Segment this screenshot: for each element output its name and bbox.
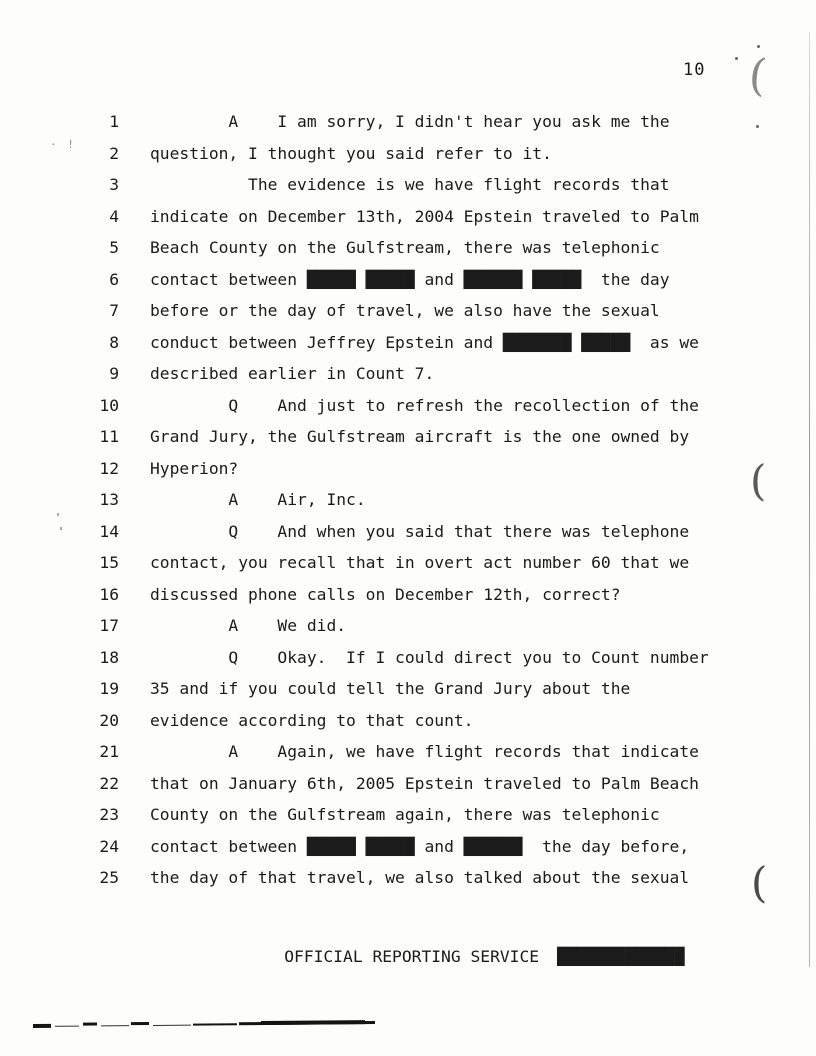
line-number: 11 [99,427,119,446]
transcript-line [0,390,816,422]
line-text: Grand Jury, the Gulfstream aircraft is the one owned by [150,427,690,446]
line-text: contact between █████ █████ and ██████ █████ the day [150,269,670,289]
transcript-line [0,421,816,453]
line-number: 25 [99,868,119,887]
scan-dot-artifact [757,45,760,48]
line-text: The evidence is we have flight records that [150,175,670,194]
page-number: 10 [683,60,706,80]
transcript-line [0,264,816,296]
line-number: 23 [99,805,119,824]
line-text: Q And just to refresh the recollection of the [150,395,699,415]
line-number: 5 [109,238,119,257]
footer-label: OFFICIAL REPORTING SERVICE [284,946,540,966]
transcript-line [0,673,816,705]
transcript-line [0,232,816,264]
line-number: 16 [99,584,119,604]
line-number: 12 [99,458,119,478]
transcript-body [0,106,816,894]
footer-redaction-bar: █████████████ [557,946,685,966]
scan-line-artifact [33,1017,375,1030]
scan-margin-mark: · ! [50,138,76,151]
line-number: 8 [109,332,119,352]
line-number: 20 [99,710,119,730]
line-text: before or the day of travel, we also have the sexual [150,301,660,320]
transcript-line [0,169,816,201]
line-text: conduct between Jeffrey Epstein and ███████ █████ as we [150,332,699,352]
line-number: 10 [99,395,119,415]
scan-line-segment [153,1025,191,1026]
footer [245,909,685,966]
line-number: 21 [99,742,119,761]
transcript-line [0,295,816,327]
line-text: A Air, Inc. [150,490,366,509]
scan-line-segment [55,1026,79,1027]
line-text: question, I thought you said refer to it. [150,143,552,163]
transcript-line [0,327,816,359]
transcript-line [0,484,816,516]
scan-line-segment [83,1022,97,1025]
line-text: Beach County on the Gulfstream, there was telephonic [150,238,660,257]
scan-dot-artifact [735,57,738,60]
line-number: 14 [99,521,119,541]
line-text: A I am sorry, I didn't hear you ask me the [150,112,670,131]
transcript-line [0,547,816,579]
line-number: 7 [109,301,119,320]
line-text: A We did. [150,616,347,635]
transcript-line [0,453,816,485]
line-text: contact between █████ █████ and ██████ the day before, [150,836,690,856]
transcript-line [0,138,816,170]
line-text: described earlier in Count 7. [150,364,435,383]
line-number: 19 [99,679,119,698]
line-number: 22 [99,773,119,793]
transcript-line [0,106,816,138]
transcript-line [0,736,816,768]
transcript-line [0,579,816,611]
transcript-line [0,642,816,674]
line-text: Q Okay. If I could direct you to Count number [150,647,709,667]
scan-paren-mark-bottom-icon: ( [751,858,768,907]
line-number: 13 [99,490,119,509]
transcript-line [0,705,816,737]
line-text: A Again, we have flight records that indicate [150,742,699,761]
line-text: discussed phone calls on December 12th, correct? [150,584,621,604]
line-number: 2 [109,143,119,163]
line-number: 17 [99,616,119,635]
line-number: 3 [109,175,119,194]
scan-line-segment [101,1025,129,1026]
line-text: County on the Gulfstream again, there was telephonic [150,805,660,824]
line-text: Hyperion? [150,458,239,478]
transcript-line [0,831,816,863]
scan-line-segment [261,1020,365,1025]
line-text: contact, you recall that in overt act number 60 that we [150,553,690,572]
transcript-line [0,610,816,642]
line-number: 24 [99,836,119,856]
scan-line-segment [193,1023,237,1025]
transcript-line [0,768,816,800]
transcript-line [0,516,816,548]
line-text: 35 and if you could tell the Grand Jury about the [150,679,631,698]
line-number: 9 [109,364,119,383]
transcript-line [0,201,816,233]
line-number: 6 [109,269,119,289]
scan-line-segment [239,1021,375,1025]
line-number: 18 [99,647,119,667]
transcript-line [0,358,816,390]
line-text: indicate on December 13th, 2004 Epstein traveled to Palm [150,206,699,226]
line-text: the day of that travel, we also talked about the sexual [150,868,690,887]
scan-line-segment [33,1024,51,1028]
transcript-line [0,862,816,894]
line-number: 4 [109,206,119,226]
line-number: 1 [109,112,119,131]
transcript-line [0,799,816,831]
line-text: Q And when you said that there was telephone [150,521,690,541]
line-text: that on January 6th, 2005 Epstein traveled to Palm Beach [150,773,699,793]
line-number: 15 [99,553,119,572]
scan-paren-mark-top-icon: ( [746,49,769,102]
line-text: evidence according to that count. [150,710,474,730]
scan-line-segment [131,1022,149,1025]
scan-paren-mark-middle-icon: ( [750,456,767,505]
